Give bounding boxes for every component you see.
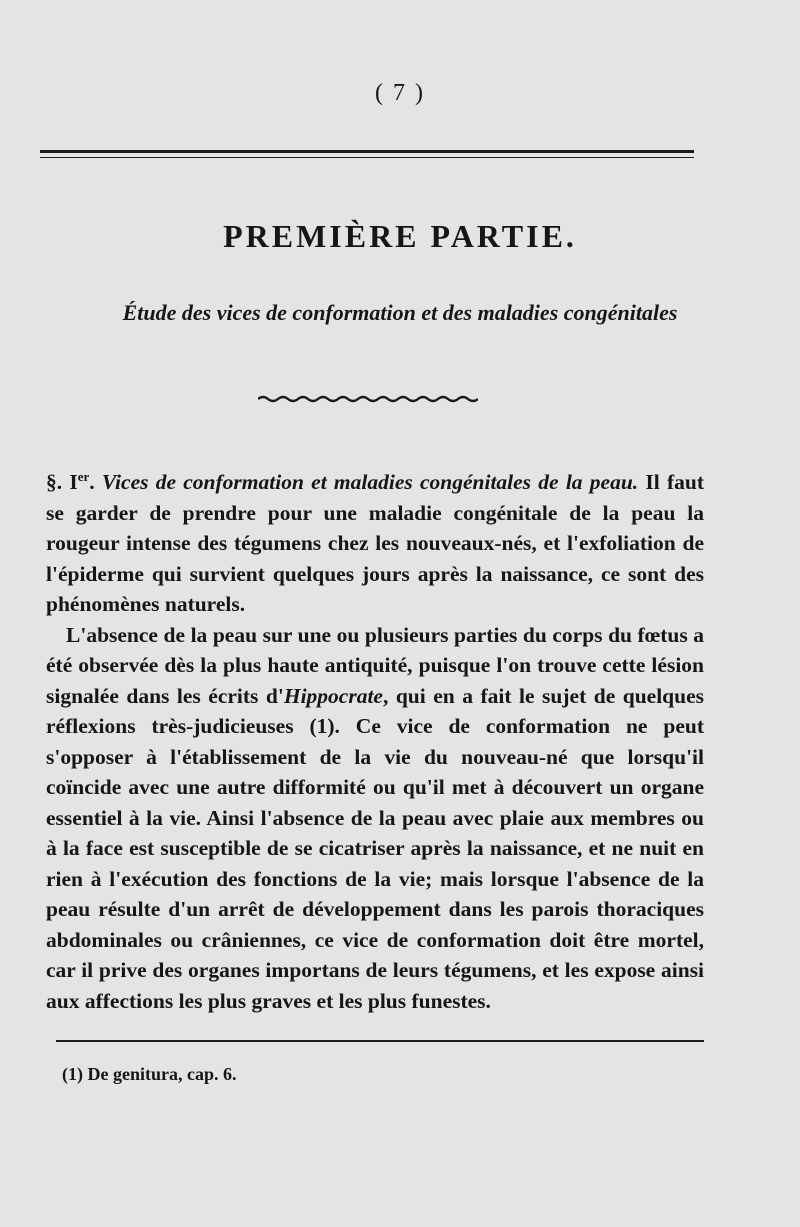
section-mark: §. Ier. <box>46 469 95 495</box>
footnote: (1) De genitura, cap. 6. <box>62 1064 237 1084</box>
page-number: ( 7 ) <box>375 80 425 106</box>
header-double-rule <box>40 150 694 158</box>
subtitle: Étude des vices de conformation et des maladies congénitales <box>122 300 678 325</box>
section-title: Vices de conformation et maladies congénitales de la peau. <box>101 470 639 495</box>
ornamental-wavy-rule <box>258 394 478 404</box>
footnote-rule <box>56 1040 704 1042</box>
author-name: Hippocrate <box>283 683 383 708</box>
paragraph-1 <box>46 462 704 620</box>
part-title: PREMIÈRE PARTIE. <box>223 218 577 254</box>
paragraph-2: L'absence de la peau sur une ou plusieurs parties du corps du fœtus a été observée dès la plus haute antiquité, puisque l'on trouve cette lésion signalée dans les écrits d'Hippocrate, qui en a fait le sujet de quelques réflexions très-judicieuses (1). Ce vice de conformation ne peut s'opposer à l'établissement de la vie du nouveau-né que lorsqu'il coïncide avec une autre difformité ou qu'il met à découvert un organe essentiel à la vie. Ainsi l'absence de la peau avec plaie aux membres ou à la face est susceptible de se cicatriser après la naissance, et ne nuit en rien à l'exécution des fonctions de la vie; mais lorsque l'absence de la peau résulte d'un arrêt de développement dans les parois thoraciques abdominales ou crâniennes, ce vice de conformation doit être mortel, car il prive des organes importans de leurs tégumens, et les expose ainsi aux affections les plus graves et les plus funestes. <box>46 622 704 1013</box>
body-text <box>46 462 704 1016</box>
paragraph-1-text: Il faut se garder de prendre pour une maladie congénitale de la peau la rougeur intense des tégumens chez les nouveaux-nés, et l'exfoliation de l'épiderme qui survient quelques jours après la naissance, ce sont des phénomènes naturels. <box>46 470 704 617</box>
